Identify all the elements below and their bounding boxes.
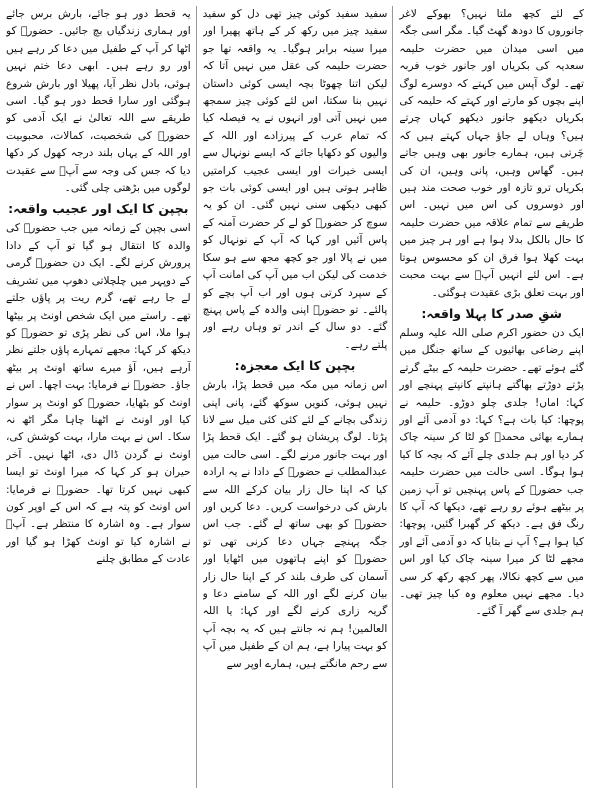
paragraph: اس زمانہ میں مکہ میں قحط پڑا، بارش نہیں ہوئی، کنویں سوکھ گئے، پانی اپنی زندگی بچانے کے لئے کئی کئی میل سے لانا پڑتا۔ لوگ پریشان ہو گئے۔ ایک قحط پڑا اور بہت جانور مرنے لگے۔ اسی حالت میں عبدالمطلب نے حضورؐ کے دادا نے یہ ارادہ کیا کہ اپنا حال زار بیان کرکے اللہ سے بارش کی درخواست کریں۔ دعا کریں اور حضورؐ کو بھی ساتھ لے گئے۔ جب اس جگہ پہنچے جہاں دعا کرنی تھی تو حضورؐ کو اپنے ہاتھوں میں اٹھایا اور آسمان کی طرف بلند کر کے اپنا حال زار بیان کرنے لگے اور اللہ کے سامنے دعا و گریہ زاری کرنے لگے اور کہا: یا اللہ العالمین! ہم نہ جانتے ہیں کہ یہ بچہ آپ کو بہت پیارا ہے، ہم ان کے طفیل میں آپ سے رحم مانگتے ہیں، ہمارے اوپر سے xyxy=(202,379,388,670)
text-column-left xyxy=(6,6,197,788)
paragraph: کے لئے کچھ ملتا نہیں؟ بھوکے لاغر جانوروں کا دودھ گھٹ گیا۔ مگر اسی جگہ میں اسی میدان میں حضرت حلیمہ سعدیہ کی بکریاں اور جانور خوب فربہ تھے۔ لوگ آپس میں کہتے کہ دوسرے لوگ اپنے بچوں کو مارتے اور کہتے کہ حلیمہ کی بکریاں دیکھو جانور دیکھو کہاں چرتے ہیں؟ وہاں لے جاؤ جہاں کہتے ہیں کہ چَرتی ہیں، ہمارے جانور بھی وہیں جاتے ہیں۔ گھاس وہیں، پانی وہیں، ان کی بکریاں ترو تازہ اور خوب صحت مند ہیں اور دوسروں کی اس میں نہیں۔ اس طریقے سے تمام علاقہ میں حضرت حلیمہ کا حال بالکل بدلا ہوا ہے اور ہر چیز میں بہت کھلا ہوا فرق ان کو محسوس ہوتا ہے۔ اس لئے انہیں آپؐ سے بہت محبت اور بہت تعلق بڑی عقیدت ہوگئی۔ xyxy=(399,8,584,299)
paragraph: سفید سفید کوئی چیز تھی دل کو سفید سفید چیز میں رکھ کر کے ہاتھ پھیرا اور میرا سینہ برابر ہوگیا۔ یہ واقعہ تھا جو حضرت حلیمہ کی عقل میں نہیں آتا کہ لیکن اتنا چھوٹا بچہ ایسی کوئی داستان نہیں بنا سکتا، اس لئے کوئی چیز سمجھ میں نہیں آتی اور انہوں نے یہ فیصلہ کیا کہ تمام عرب کے پیرزادے اور اللہ کے والیوں کو دکھایا جائے کہ ایسے نونہال سے ایسی خیرات اور ایسی عجیب کرامتیں ظاہر ہوتی ہیں اور ایسی کوئی بات جو کبھی دیکھی سنی نہیں گئی۔ ان کو یہ سوچ کر حضورؐ کو لے کر حضرت آمنہ کے پاس آئیں اور کہا کہ آپ کے نونہال کو میں نے پالا اور جو کچھ مجھ سے ہو سکا خدمت کی لیکن اب میں آپ کی امانت آپ کے سپرد کرتی ہوں اور اب آپ بچے کو پالئے۔ تو حضورؐ اپنی والدہ کے پاس پہنچ گئے۔ دو سال کے اندر تو وہاں رہے اور پلتے رہے۔ xyxy=(202,8,388,351)
text-column-right xyxy=(399,6,584,788)
section-heading: شقِ صدر کا پہلا واقعہ: xyxy=(421,305,562,321)
text-column-middle xyxy=(203,6,394,788)
paragraph: یہ قحط دور ہو جائے، بارش برس جائے اور ہماری زندگیاں بچ جائیں۔ حضورؐ کو اٹھا کر آپ کے طفیل میں دعا کر رہے ہیں اور رو رہے ہیں۔ ابھی دعا ختم نہیں ہوئی، بادل نظر آیا، پھیلا اور بارش شروع ہوگئی اور سارا قحط دور ہو گیا۔ اسی طریقے سے اللہ تعالیٰ نے ایک آدمی کو حضورؐ کی شخصیت، کمالات، محبوبیت اور اللہ کے یہاں بلند درجہ کھول کر دکھا دیا کہ جس کی وجہ سے آپؐ سے عقیدت لوگوں میں بڑھتی چلی گئی۔ xyxy=(5,8,191,195)
section-heading: بچپن کا ایک اور عجیب واقعہ: xyxy=(8,201,189,217)
section-heading: بچپن کا ایک معجزہ: xyxy=(234,358,356,374)
paragraph: اسی بچپن کے زمانہ میں جب حضورؐ کی والدہ کا انتقال ہو گیا تو آپ کے دادا پرورش کرنے لگے۔ ایک دن حضورؐ گرمی کے دوپہر میں چلچلاتی دھوپ میں تشریف لے جا رہے تھے، گرم ریت پر پاؤں جلتے تھے۔ راستے میں ایک شخص اونٹ پر بیٹھا ہوا ملا، اس کی نظر پڑی تو حضورؐ کو دیکھ کر کہا: مجھے تمہارے پاؤں جلتے نظر آرہے ہیں، آؤ میرے ساتھ اونٹ پر بیٹھ جاؤ۔ حضورؐ نے فرمایا: بہت اچھا۔ اس نے اونٹ کو بٹھایا، حضورؐ کو اونٹ پر سوار کیا اور اونٹ نے اٹھنا چاہا مگر اٹھ نہ سکا۔ اس نے بہت مارا، بہت کوشش کی، اونٹ نے گردن ڈال دی، اٹھا نہیں۔ آخر حیران ہو کر کہا کہ میرا اونٹ تو ایسا کبھی نہیں کرتا تھا۔ حضورؐ نے فرمایا: اس اونٹ کو پتہ ہے کہ اس کے اوپر کون سوار ہے۔ وہ اشارہ کا منتظر ہے۔ آپؐ نے اشارہ کیا تو اونٹ کھڑا ہو گیا اور عادت کے مطابق چلنے xyxy=(5,222,191,566)
paragraph: ایک دن حضور اکرم صلی اللہ علیہ وسلم اپنے رضاعی بھائیوں کے ساتھ جنگل میں گئے ہوئے تھے۔ حضرت حلیمہ کے بیٹے گرتے پڑتے دوڑتے بھاگتے ہانپتے کانپتے پہنچے اور کہا: اماں! جلدی چلو دوڑو۔ حلیمہ نے پوچھا: کیا بات ہے؟ کہا: دو آدمی آئے اور ہمارے بھائی محمدؐ کو لٹا کر سینہ چاک کر دیا اور ہم جلدی چلے آئے کہ بچہ کا کیا ہوا ہوگا۔ اسی حالت میں حضرت حلیمہ جب حضورؐ کے پاس پہنچیں تو آپ زمین پر بیٹھے ہوئے رو رہے تھے، دیکھا کہ آپ کا رنگ فق ہے۔ دیکھ کر گھبرا گئیں، پوچھا: کیا ہوا ہے؟ آپ نے بتایا کہ دو آدمی آئے اور مجھے لٹا کر میرا سینہ چاک کیا اور اس میں سے کچھ نکالا، پھر کچھ رکھ کر سی دیا۔ مجھے نہیں معلوم وہ کیا چیز تھی۔ ہم جلدی سے گھر آ گئے۔ xyxy=(399,326,584,618)
